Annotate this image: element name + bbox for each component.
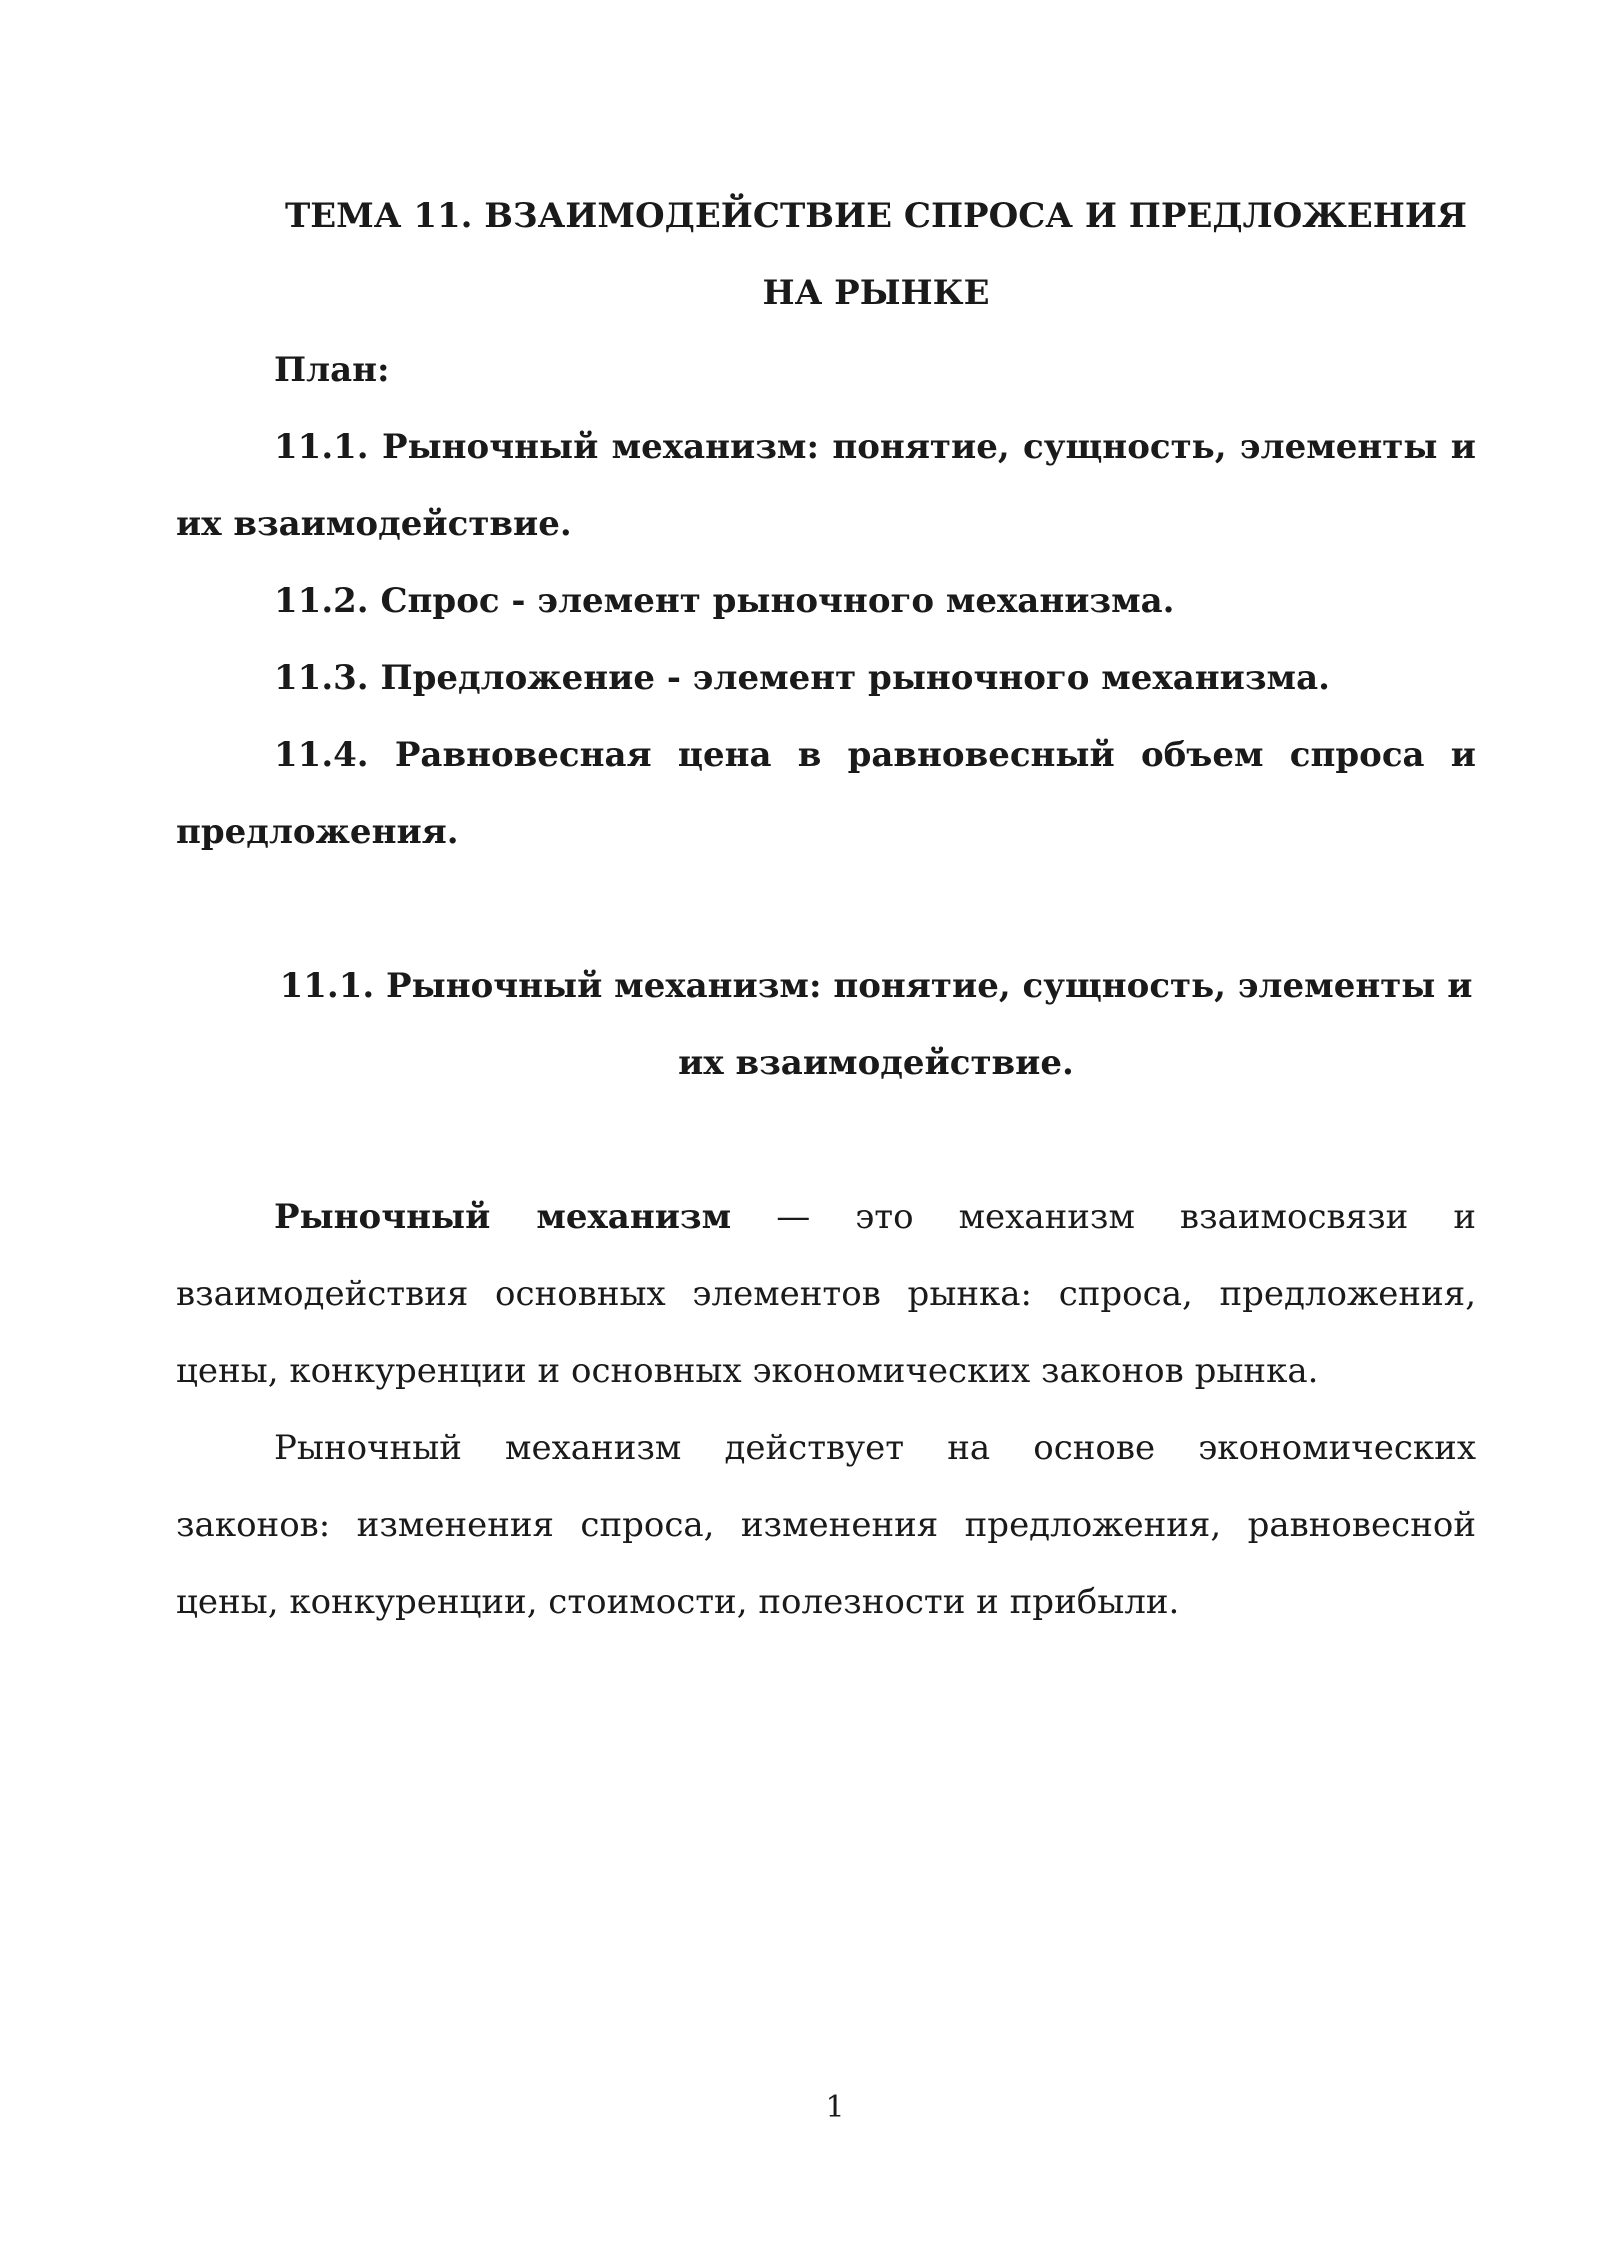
defined-term: Рыночный механизм <box>274 1197 732 1237</box>
paragraph-laws: Рыночный механизм действует на основе экономических законов: изменения спроса, изменения предложения, равновесной цены, конкуренции, стоимости, полезности и прибыли. <box>176 1428 1476 1622</box>
spacer <box>176 871 1476 948</box>
paragraph-definition <box>176 1179 1476 1410</box>
section-title-line-1: 11.1. Рыночный механизм: понятие, сущность, элементы и <box>279 966 1473 1006</box>
document-body <box>176 178 1476 1641</box>
section-title-line-2: их взаимодействие. <box>678 1043 1074 1083</box>
spacer <box>176 1102 1476 1179</box>
plan-heading: План: <box>274 350 390 390</box>
page-title-line-1: ТЕМА 11. ВЗАИМОДЕЙСТВИЕ СПРОСА И ПРЕДЛОЖЕНИЯ <box>284 196 1468 236</box>
page-title-line-2: НА РЫНКЕ <box>762 273 990 313</box>
definition-text: — это механизм взаимосвязи и взаимодействия основных элементов рынка: спроса, предложения, цены, конкуренции и основных экономических законов рынка. <box>176 1197 1476 1391</box>
plan-item-4: 11.4. Равновесная цена в равновесный объем спроса и предложения. <box>176 735 1476 852</box>
plan-item-2: 11.2. Спрос - элемент рыночного механизма. <box>274 581 1175 621</box>
plan-item-1: 11.1. Рыночный механизм: понятие, сущность, элементы и их взаимодействие. <box>176 427 1476 544</box>
plan-item-3: 11.3. Предложение - элемент рыночного механизма. <box>274 658 1330 698</box>
page-number: 1 <box>825 2090 845 2125</box>
